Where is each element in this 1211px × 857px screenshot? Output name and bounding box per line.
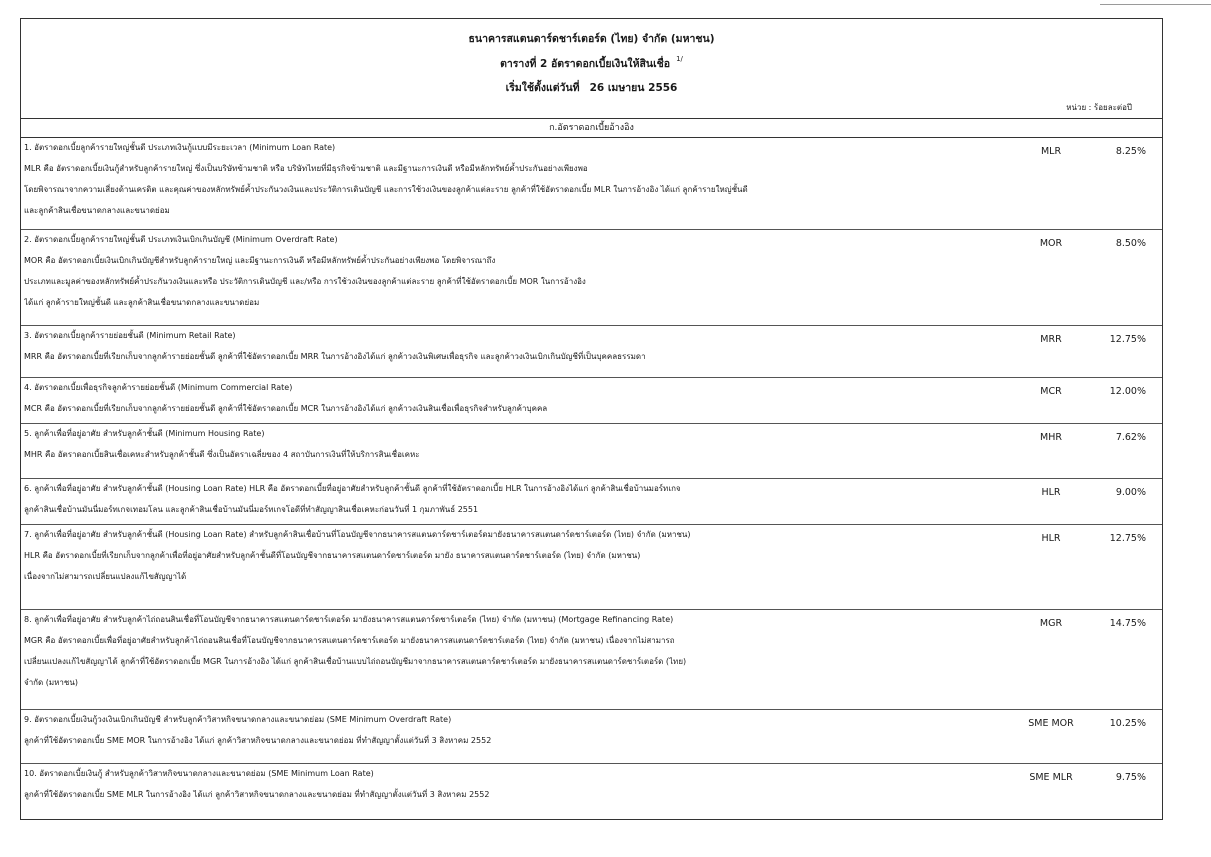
description-line: 4. อัตราดอกเบี้ยเพื่อธุรกิจลูกค้ารายย่อยชั้นดี (Minimum Commercial Rate)	[24, 383, 293, 392]
rate-value: 8.25%	[1115, 146, 1146, 157]
description-line: ลูกค้าที่ใช้อัตราดอกเบี้ย SME MOR ในการอ้างอิง ได้แก่ ลูกค้าวิสาหกิจขนาดกลางและขนาดย่อม ที่ทำสัญญาตั้งแต่วันที่ 3 สิงหาคม 2552	[24, 736, 492, 745]
description-line: MRR คือ อัตราดอกเบี้ยที่เรียกเก็บจากลูกค้ารายย่อยชั้นดี ลูกค้าที่ใช้อัตราดอกเบี้ย MRR ในการอ้างอิงได้แก่ ลูกค้าวงเงินพิเศษเพื่อธุรกิจ และลูกค้าวงเงินเบิกเกินบัญชีที่เป็นบุคคลธรรมดา	[24, 352, 646, 361]
rate-code: MGR	[1039, 618, 1063, 629]
rate-code: SME MLR	[1029, 772, 1073, 783]
effective-label: เริ่มใช้ตั้งแต่วันที่	[505, 82, 580, 94]
description-line: 6. ลูกค้าเพื่อที่อยู่อาศัย สำหรับลูกค้าชั้นดี (Housing Loan Rate) HLR คือ อัตราดอกเบี้ยที่อยู่อาศัยสำหรับลูกค้าชั้นดี ลูกค้าที่ใช้อัตราดอกเบี้ย HLR ในการอ้างอิงได้แก่ ลูกค้าสินเชื่อบ้านมอร์ทเกจ	[24, 484, 681, 493]
rate-description	[24, 427, 1004, 469]
footnote-mark: 1/	[676, 55, 683, 63]
rate-description	[24, 528, 1004, 591]
section-title: ก.อัตราดอกเบี้ยอ้างอิง	[21, 118, 1162, 138]
table-row	[21, 138, 1162, 230]
description-line: เปลี่ยนแปลงแก้ไขสัญญาได้ ลูกค้าที่ใช้อัตราดอกเบี้ย MGR ในการอ้างอิง ได้แก่ ลูกค้าสินเชื่อบ้านแบบไถ่ถอนบัญชีมาจากธนาคารสแตนดาร์ดชาร์เตอร์ด มายังธนาคารสแตนดาร์ดชาร์เตอร์ด (ไทย)	[24, 657, 687, 666]
rate-value: 9.75%	[1115, 772, 1146, 783]
table-header	[21, 19, 1162, 119]
description-line: 10. อัตราดอกเบี้ยเงินกู้ สำหรับลูกค้าวิสาหกิจขนาดกลางและขนาดย่อม (SME Minimum Loan Rate)	[24, 769, 374, 778]
description-line: และลูกค้าสินเชื่อขนาดกลางและขนาดย่อม	[24, 206, 170, 215]
description-line: MLR คือ อัตราดอกเบี้ยเงินกู้สำหรับลูกค้ารายใหญ่ ซึ่งเป็นบริษัทข้ามชาติ หรือ บริษัทไทยที่มีธุรกิจข้ามชาติ และมีฐานะการเงินดี หรือมีหลักทรัพย์ค้ำประกันอย่างเพียงพอ	[24, 164, 588, 173]
description-line: 1. อัตราดอกเบี้ยลูกค้ารายใหญ่ชั้นดี ประเภทเงินกู้แบบมีระยะเวลา (Minimum Loan Rate)	[24, 143, 336, 152]
table-row	[21, 230, 1162, 326]
top-edge-line	[1100, 4, 1211, 5]
rate-code: MHR	[1040, 432, 1062, 443]
table-row	[21, 424, 1162, 479]
rate-value: 14.75%	[1109, 618, 1146, 629]
description-line: MCR คือ อัตราดอกเบี้ยที่เรียกเก็บจากลูกค้ารายย่อยชั้นดี ลูกค้าที่ใช้อัตราดอกเบี้ย MCR ในการอ้างอิงได้แก่ ลูกค้าวงเงินสินเชื่อเพื่อธุรกิจสำหรับลูกค้าบุคคล	[24, 404, 548, 413]
table-row	[21, 764, 1162, 820]
description-line: จำกัด (มหาชน)	[24, 678, 78, 687]
description-line: 7. ลูกค้าเพื่อที่อยู่อาศัย สำหรับลูกค้าชั้นดี (Housing Loan Rate) สำหรับลูกค้าสินเชื่อบ้านที่โอนบัญชีจากธนาคารสแตนดาร์ดชาร์เตอร์ดมายังธนาคารสแตนดาร์ดชาร์เตอร์ด (ไทย) จำกัด (มหาชน)	[24, 530, 691, 539]
effective-date-line	[21, 79, 1162, 96]
description-line: 3. อัตราดอกเบี้ยลูกค้ารายย่อยชั้นดี (Minimum Retail Rate)	[24, 331, 236, 340]
rate-value: 8.50%	[1115, 238, 1146, 249]
description-line: 2. อัตราดอกเบี้ยลูกค้ารายใหญ่ชั้นดี ประเภทเงินเบิกเกินบัญชี (Minimum Overdraft Rate)	[24, 235, 338, 244]
rate-code: HLR	[1041, 487, 1061, 498]
rate-value: 12.75%	[1109, 334, 1146, 345]
unit-label: หน่วย : ร้อยละต่อปี	[1066, 103, 1132, 112]
description-line: 5. ลูกค้าเพื่อที่อยู่อาศัย สำหรับลูกค้าชั้นดี (Minimum Housing Rate)	[24, 429, 265, 438]
rate-code: SME MOR	[1028, 718, 1074, 729]
table-row	[21, 710, 1162, 764]
table-row	[21, 378, 1162, 424]
rate-value: 7.62%	[1115, 432, 1146, 443]
table-title-line	[21, 55, 1162, 72]
rate-description	[24, 613, 1004, 697]
rate-description	[24, 482, 1004, 524]
rate-description	[24, 233, 1004, 317]
rate-table	[20, 18, 1163, 820]
rate-description	[24, 767, 1004, 809]
rate-code: MLR	[1040, 146, 1062, 157]
description-line: ประเภทและมูลค่าของหลักทรัพย์ค้ำประกันวงเงินและหรือ ประวัติการเดินบัญชี และ/หรือ การใช้วงเงินของลูกค้าแต่ละราย ลูกค้าที่ใช้อัตราดอกเบี้ย MOR ในการอ้างอิง	[24, 277, 586, 286]
description-line: เนื่องจากไม่สามารถเปลี่ยนแปลงแก้ไขสัญญาได้	[24, 572, 187, 581]
table-row	[21, 479, 1162, 525]
description-line: 8. ลูกค้าเพื่อที่อยู่อาศัย สำหรับลูกค้าไถ่ถอนสินเชื่อที่โอนบัญชีจากธนาคารสแตนดาร์ดชาร์เตอร์ด มายังธนาคารสแตนดาร์ดชาร์เตอร์ด (ไทย) จำกัด (มหาชน) (Mortgage Refinancing Rate)	[24, 615, 674, 624]
table-title: ตารางที่ 2 อัตราดอกเบี้ยเงินให้สินเชื่อ	[500, 58, 671, 70]
description-line: MGR คือ อัตราดอกเบี้ยเพื่อที่อยู่อาศัยสำหรับลูกค้าไถ่ถอนสินเชื่อที่โอนบัญชีจากธนาคารสแตนดาร์ดชาร์เตอร์ด มายังธนาคารสแตนดาร์ดชาร์เตอร์ด (ไทย) จำกัด (มหาชน) เนื่องจากไม่สามารถ	[24, 636, 675, 645]
rate-value: 9.00%	[1115, 487, 1146, 498]
rate-code: HLR	[1041, 533, 1061, 544]
description-line: โดยพิจารณาจากความเสี่ยงด้านเครดิต และคุณค่าของหลักทรัพย์ค้ำประกันวงเงินและประวัติการเดินบัญชี และการใช้วงเงินของลูกค้าแต่ละราย ลูกค้าที่ใช้อัตราดอกเบี้ย MLR ในการอ้างอิง ได้แก่ ลูกค้ารายใหญ่ชั้นดี	[24, 185, 748, 194]
rate-value: 10.25%	[1109, 718, 1146, 729]
rate-description	[24, 329, 1004, 371]
rate-value: 12.75%	[1109, 533, 1146, 544]
rate-description	[24, 381, 1004, 423]
description-line: ลูกค้าสินเชื่อบ้านมันนี่มอร์ทเกจเทอมโลน และลูกค้าสินเชื่อบ้านมันนี่มอร์ทเกจโอดีที่ทำสัญญาสินเชื่อเคหะก่อนวันที่ 1 กุมภาพันธ์ 2551	[24, 505, 479, 514]
rate-code: MRR	[1040, 334, 1062, 345]
effective-date: 26 เมษายน 2556	[589, 82, 678, 94]
rate-value: 12.00%	[1109, 386, 1146, 397]
description-line: ลูกค้าที่ใช้อัตราดอกเบี้ย SME MLR ในการอ้างอิง ได้แก่ ลูกค้าวิสาหกิจขนาดกลางและขนาดย่อม ที่ทำสัญญาตั้งแต่วันที่ 3 สิงหาคม 2552	[24, 790, 490, 799]
description-line: ได้แก่ ลูกค้ารายใหญ่ชั้นดี และลูกค้าสินเชื่อขนาดกลางและขนาดย่อม	[24, 298, 260, 307]
rate-code: MOR	[1039, 238, 1063, 249]
description-line: HLR คือ อัตราดอกเบี้ยที่เรียกเก็บจากลูกค้าเพื่อที่อยู่อาศัยสำหรับลูกค้าชั้นดีที่โอนบัญชีจากธนาคารสแตนดาร์ดชาร์เตอร์ด มายัง ธนาคารสแตนดาร์ดชาร์เตอร์ด (ไทย) จำกัด (มหาชน)	[24, 551, 641, 560]
description-line: MHR คือ อัตราดอกเบี้ยสินเชื่อเคหะสำหรับลูกค้าชั้นดี ซึ่งเป็นอัตราเฉลี่ยของ 4 สถาบันการเงินที่ให้บริการสินเชื่อเคหะ	[24, 450, 420, 459]
bank-name: ธนาคารสแตนดาร์ดชาร์เตอร์ด (ไทย) จำกัด (มหาชน)	[468, 33, 715, 45]
table-row	[21, 326, 1162, 378]
description-line: 9. อัตราดอกเบี้ยเงินกู้วงเงินเบิกเกินบัญชี สำหรับลูกค้าวิสาหกิจขนาดกลางและขนาดย่อม (SME Minimum Overdraft Rate)	[24, 715, 452, 724]
rate-description	[24, 141, 1004, 225]
table-row	[21, 525, 1162, 610]
rate-description	[24, 713, 1004, 755]
table-row	[21, 610, 1162, 710]
rate-code: MCR	[1040, 386, 1062, 397]
description-line: MOR คือ อัตราดอกเบี้ยเงินเบิกเกินบัญชีสำหรับลูกค้ารายใหญ่ และมีฐานะการเงินดี หรือมีหลักทรัพย์ค้ำประกันอย่างเพียงพอ โดยพิจารณาถึง	[24, 256, 496, 265]
